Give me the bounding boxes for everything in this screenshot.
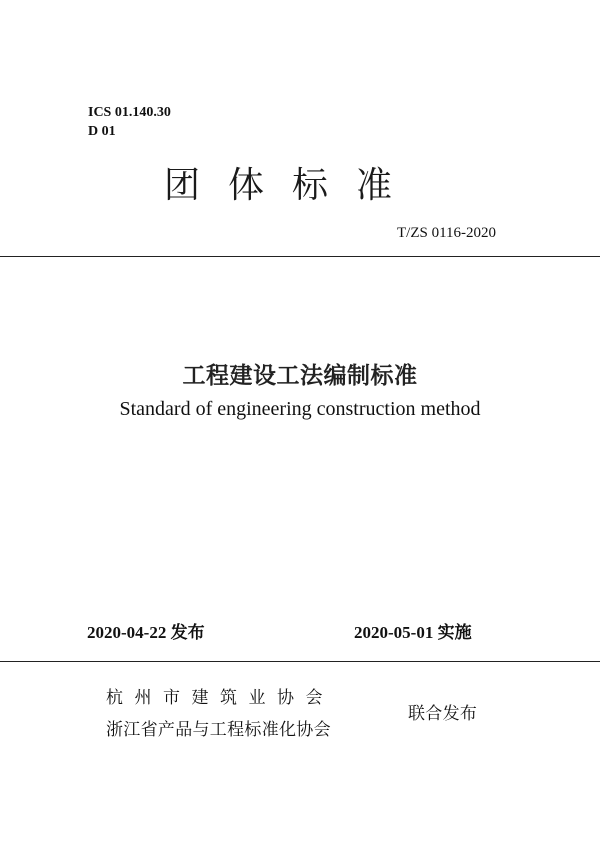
document-type-heading: 团体标准 xyxy=(164,165,421,206)
ics-code: ICS 01.140.30 xyxy=(88,105,171,120)
standard-number: T/ZS 0116-2020 xyxy=(397,225,497,241)
top-divider xyxy=(0,256,600,257)
title-english: Standard of engineering construction method xyxy=(119,398,481,420)
classification-code: D 01 xyxy=(88,124,116,139)
joint-publish-label: 联合发布 xyxy=(408,704,478,724)
title-chinese: 工程建设工法编制标准 xyxy=(182,363,418,389)
publisher-org-1: 杭州市建筑业协会 xyxy=(106,688,334,708)
bottom-divider xyxy=(0,661,600,662)
publish-date: 2020-04-22 发布 xyxy=(87,623,205,642)
publisher-org-2: 浙江省产品与工程标准化协会 xyxy=(106,720,331,740)
implement-date: 2020-05-01 实施 xyxy=(354,623,472,642)
